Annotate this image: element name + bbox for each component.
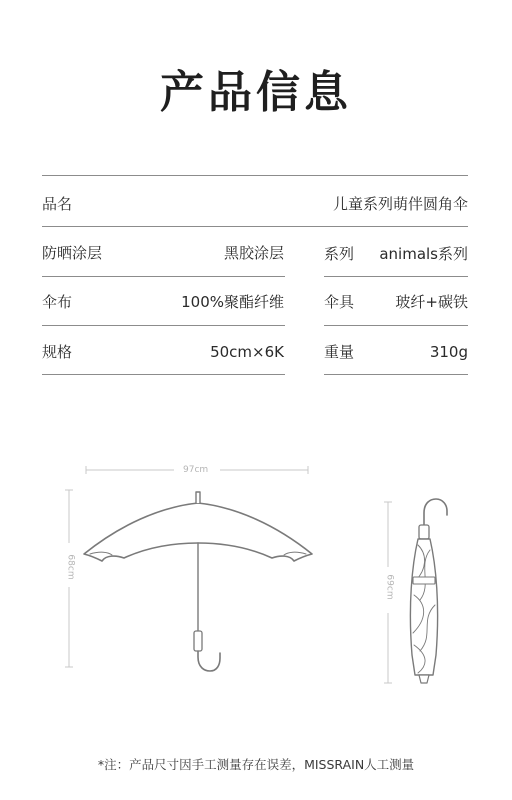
coating-label: 防晒涂层 bbox=[42, 244, 103, 262]
weight-value: 310g bbox=[429, 343, 468, 361]
frame-value: 玻纤+碳铁 bbox=[395, 293, 468, 311]
divider-left-2 bbox=[42, 325, 285, 326]
coating-value: 黑胶涂层 bbox=[223, 244, 284, 262]
umbrella-diagram bbox=[0, 455, 512, 695]
size-label: 规格 bbox=[42, 343, 73, 361]
product-name-value: 儿童系列萌伴圆角伞 bbox=[332, 195, 468, 213]
divider-top bbox=[42, 175, 468, 176]
frame-label: 伞具 bbox=[324, 293, 355, 311]
size-value: 50cm×6K bbox=[210, 343, 284, 361]
page-title: 产品信息 bbox=[160, 67, 352, 118]
divider-product bbox=[42, 226, 468, 227]
product-name-label: 品名 bbox=[42, 195, 73, 213]
closed-umbrella-icon bbox=[410, 499, 447, 683]
series-label: 系列 bbox=[324, 245, 355, 263]
series-value: animals系列 bbox=[379, 245, 468, 263]
weight-label: 重量 bbox=[324, 343, 355, 361]
length-dimension-label: 69cm bbox=[384, 574, 395, 600]
divider-left-3 bbox=[42, 374, 285, 375]
divider-right-3 bbox=[324, 374, 468, 375]
divider-right-2 bbox=[324, 325, 468, 326]
divider-left-1 bbox=[42, 276, 285, 277]
height-dimension-label: 68cm bbox=[65, 554, 76, 580]
measurement-footnote: *注：产品尺寸因手工测量存在误差，MISSRAIN人工测量 bbox=[97, 757, 415, 772]
divider-right-1 bbox=[324, 276, 468, 277]
fabric-label: 伞布 bbox=[42, 293, 73, 311]
fabric-value: 100%聚酯纤维 bbox=[181, 293, 284, 311]
open-umbrella-icon bbox=[84, 492, 312, 671]
width-dimension-label: 97cm bbox=[183, 465, 209, 475]
